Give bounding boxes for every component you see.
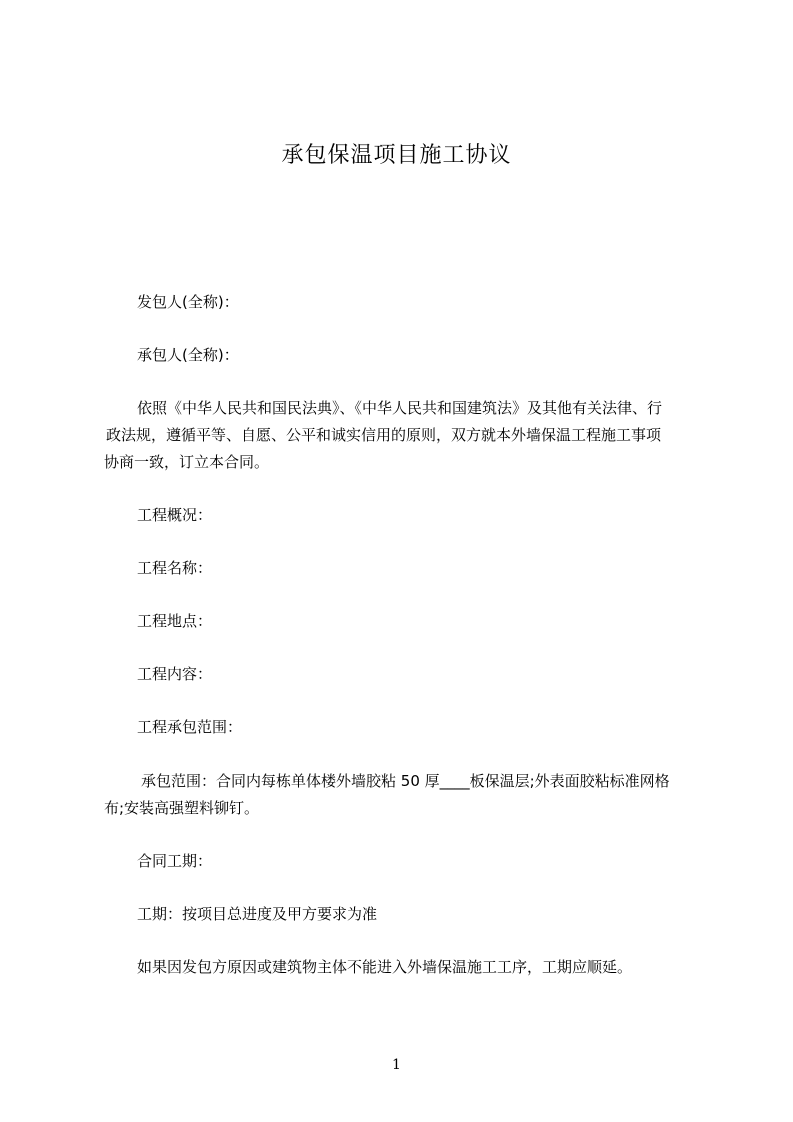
period-detail-text: 工期：按项目总进度及甲方要求为准	[137, 905, 378, 923]
intro-paragraph-line-3: 协商一致，订立本合同。	[104, 453, 270, 471]
delay-clause-text: 如果因发包方原因或建筑物主体不能进入外墙保温施工工序，工期应顺延。	[137, 958, 633, 976]
project-overview-heading: 工程概况：	[137, 506, 213, 524]
project-location-field: 工程地点：	[137, 612, 213, 630]
project-scope-heading: 工程承包范围：	[137, 718, 243, 736]
party-b-label: 承包人(全称)：	[137, 346, 239, 364]
scope-paragraph-line-1: 承包范围：合同内每栋单体楼外墙胶粘 50 厚____板保温层;外表面胶粘标准网格	[141, 772, 670, 790]
intro-paragraph-line-1: 依照《中华人民共和国民法典》、《中华人民共和国建筑法》及其他有关法律、行	[137, 399, 663, 417]
intro-paragraph-line-2: 政法规，遵循平等、自愿、公平和诚实信用的原则，双方就本外墙保温工程施工事项	[106, 426, 662, 444]
project-content-field: 工程内容：	[137, 665, 213, 683]
party-a-label: 发包人(全称)：	[137, 293, 239, 311]
scope-paragraph-line-2: 布;安装高强塑料铆钉。	[104, 799, 260, 817]
document-title: 承包保温项目施工协议	[281, 143, 512, 168]
page-number: 1	[392, 1057, 401, 1073]
project-name-field: 工程名称：	[137, 559, 213, 577]
contract-period-heading: 合同工期：	[137, 852, 213, 870]
